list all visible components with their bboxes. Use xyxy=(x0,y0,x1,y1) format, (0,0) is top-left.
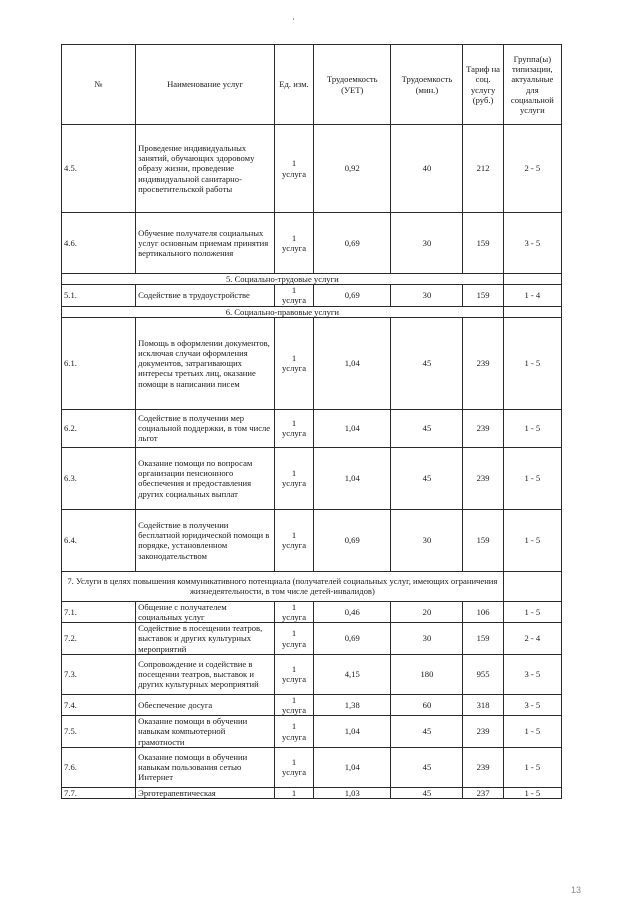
cell-num: 7.3. xyxy=(62,654,136,694)
cell-unit: 1 услуга xyxy=(274,285,313,306)
header-tariff: Тариф на соц. услугу (руб.) xyxy=(463,45,503,125)
table-row xyxy=(62,654,562,694)
cell-labor-min: 20 xyxy=(391,601,463,622)
section-row xyxy=(62,306,562,317)
cell-service-name: Содействие в получении мер социальной поддержки, в том числе льгот xyxy=(136,409,275,447)
cell-labor-uet: 1,04 xyxy=(314,747,391,787)
cell-tariff: 159 xyxy=(463,623,503,655)
cell-service-name: Оказание помощи в обучении навыкам пользования сетью Интернет xyxy=(136,747,275,787)
cell-labor-uet: 4,15 xyxy=(314,654,391,694)
cell-labor-uet: 1,04 xyxy=(314,317,391,409)
cell-tariff: 239 xyxy=(463,447,503,509)
cell-tariff: 212 xyxy=(463,125,503,213)
section-row xyxy=(62,571,562,601)
table-header-row xyxy=(62,45,562,125)
cell-labor-min: 45 xyxy=(391,747,463,787)
cell-labor-min: 40 xyxy=(391,125,463,213)
section-row xyxy=(62,274,562,285)
table-row xyxy=(62,694,562,715)
cell-labor-min: 45 xyxy=(391,447,463,509)
section-empty-cell xyxy=(503,306,561,317)
cell-labor-min: 30 xyxy=(391,623,463,655)
cell-unit: 1 услуга xyxy=(274,213,313,274)
cell-unit: 1 услуга xyxy=(274,409,313,447)
header-group: Группа(ы) типизации, актуальные для социальной услуги xyxy=(503,45,561,125)
cell-num: 7.4. xyxy=(62,694,136,715)
header-unit: Ед. изм. xyxy=(274,45,313,125)
cell-group: 1 - 4 xyxy=(503,285,561,306)
cell-labor-uet: 0,92 xyxy=(314,125,391,213)
cell-group: 1 - 5 xyxy=(503,447,561,509)
cell-labor-min: 180 xyxy=(391,654,463,694)
cell-labor-min: 45 xyxy=(391,716,463,748)
cell-group: 1 - 5 xyxy=(503,787,561,798)
cell-tariff: 239 xyxy=(463,409,503,447)
cell-unit: 1 услуга xyxy=(274,694,313,715)
cell-unit: 1 услуга xyxy=(274,509,313,571)
header-num: № xyxy=(62,45,136,125)
cell-unit: 1 услуга xyxy=(274,747,313,787)
table-row xyxy=(62,623,562,655)
cell-labor-uet: 1,04 xyxy=(314,447,391,509)
table-row xyxy=(62,747,562,787)
table-row xyxy=(62,509,562,571)
cell-tariff: 106 xyxy=(463,601,503,622)
cell-num: 5.1. xyxy=(62,285,136,306)
cell-service-name: Содействие в посещении театров, выставок и других культурных мероприятий xyxy=(136,623,275,655)
cell-group: 3 - 5 xyxy=(503,694,561,715)
cell-group: 1 - 5 xyxy=(503,509,561,571)
cell-tariff: 159 xyxy=(463,285,503,306)
header-labor-uet: Трудоемкость (УЕТ) xyxy=(314,45,391,125)
cell-service-name: Оказание помощи в обучении навыкам компьютерной грамотности xyxy=(136,716,275,748)
cell-num: 7.1. xyxy=(62,601,136,622)
cell-labor-min: 30 xyxy=(391,213,463,274)
cell-service-name: Содействие в получении бесплатной юридической помощи в порядке, установленном законодательством xyxy=(136,509,275,571)
cell-tariff: 239 xyxy=(463,317,503,409)
cell-group: 2 - 4 xyxy=(503,623,561,655)
cell-group: 1 - 5 xyxy=(503,716,561,748)
section-title: 6. Социально-правовые услуги xyxy=(62,306,504,317)
cell-unit: 1 услуга xyxy=(274,601,313,622)
cell-tariff: 318 xyxy=(463,694,503,715)
cell-tariff: 239 xyxy=(463,716,503,748)
table-row xyxy=(62,285,562,306)
section-empty-cell xyxy=(503,274,561,285)
cell-service-name: Проведение индивидуальных занятий, обучающих здоровому образу жизни, проведение индивидуальной санитарно-просветительской работы xyxy=(136,125,275,213)
cell-labor-min: 30 xyxy=(391,509,463,571)
cell-num: 7.6. xyxy=(62,747,136,787)
cell-num: 4.5. xyxy=(62,125,136,213)
section-empty-cell xyxy=(503,571,561,601)
section-title: 5. Социально-трудовые услуги xyxy=(62,274,504,285)
cell-group: 1 - 5 xyxy=(503,747,561,787)
cell-service-name: Помощь в оформлении документов, исключая случаи оформления документов, затрагивающих интересы третьих лиц, оказание помощи в написании писем xyxy=(136,317,275,409)
cell-unit: 1 услуга xyxy=(274,716,313,748)
cell-tariff: 239 xyxy=(463,747,503,787)
cell-labor-min: 45 xyxy=(391,409,463,447)
cell-labor-min: 45 xyxy=(391,317,463,409)
cell-labor-uet: 0,69 xyxy=(314,509,391,571)
table-row xyxy=(62,409,562,447)
cell-labor-uet: 0,69 xyxy=(314,623,391,655)
cell-service-name: Обеспечение досуга xyxy=(136,694,275,715)
cell-service-name: Содействие в трудоустройстве xyxy=(136,285,275,306)
cell-unit: 1 услуга xyxy=(274,125,313,213)
tariff-table-container xyxy=(61,44,562,799)
cell-unit: 1 услуга xyxy=(274,447,313,509)
table-row xyxy=(62,125,562,213)
cell-tariff: 159 xyxy=(463,509,503,571)
cell-tariff: 159 xyxy=(463,213,503,274)
table-row xyxy=(62,787,562,798)
cell-unit: 1 услуга xyxy=(274,623,313,655)
cell-service-name: Эрготерапевтическая xyxy=(136,787,275,798)
tariff-table xyxy=(61,44,562,799)
table-row xyxy=(62,213,562,274)
cell-service-name: Сопровождение и содействие в посещении театров, выставок и других культурных мероприятий xyxy=(136,654,275,694)
cell-labor-min: 60 xyxy=(391,694,463,715)
cell-labor-uet: 1,38 xyxy=(314,694,391,715)
table-row xyxy=(62,716,562,748)
cell-labor-uet: 1,04 xyxy=(314,409,391,447)
cell-service-name: Обучение получателя социальных услуг основным приемам принятия вертикального положения xyxy=(136,213,275,274)
cell-labor-uet: 0,46 xyxy=(314,601,391,622)
cell-num: 6.1. xyxy=(62,317,136,409)
cell-group: 1 - 5 xyxy=(503,409,561,447)
cell-labor-uet: 0,69 xyxy=(314,285,391,306)
cell-labor-uet: 1,03 xyxy=(314,787,391,798)
cell-num: 6.4. xyxy=(62,509,136,571)
cell-labor-uet: 1,04 xyxy=(314,716,391,748)
cell-group: 3 - 5 xyxy=(503,213,561,274)
cell-labor-min: 30 xyxy=(391,285,463,306)
cell-num: 7.5. xyxy=(62,716,136,748)
cell-unit: 1 xyxy=(274,787,313,798)
cell-group: 1 - 5 xyxy=(503,601,561,622)
cell-num: 7.7. xyxy=(62,787,136,798)
table-row xyxy=(62,317,562,409)
cell-num: 7.2. xyxy=(62,623,136,655)
page-number: 13 xyxy=(571,885,582,895)
cell-unit: 1 услуга xyxy=(274,654,313,694)
cell-labor-uet: 0,69 xyxy=(314,213,391,274)
header-labor-min: Трудоемкость (мин.) xyxy=(391,45,463,125)
scan-mark xyxy=(293,18,294,20)
cell-service-name: Оказание помощи по вопросам организации пенсионного обеспечения и предоставления других социальных выплат xyxy=(136,447,275,509)
section-title: 7. Услуги в целях повышения коммуникативного потенциала (получателей социальных услуг, имеющих ограничения жизнедеятельности, в том числе детей-инвалидов) xyxy=(62,571,504,601)
cell-num: 6.2. xyxy=(62,409,136,447)
cell-num: 6.3. xyxy=(62,447,136,509)
table-row xyxy=(62,447,562,509)
cell-group: 1 - 5 xyxy=(503,317,561,409)
table-body xyxy=(62,125,562,799)
header-service-name: Наименование услуг xyxy=(136,45,275,125)
cell-group: 3 - 5 xyxy=(503,654,561,694)
cell-labor-min: 45 xyxy=(391,787,463,798)
cell-tariff: 237 xyxy=(463,787,503,798)
cell-service-name: Общение с получателем социальных услуг xyxy=(136,601,275,622)
cell-num: 4.6. xyxy=(62,213,136,274)
table-row xyxy=(62,601,562,622)
cell-tariff: 955 xyxy=(463,654,503,694)
cell-unit: 1 услуга xyxy=(274,317,313,409)
cell-group: 2 - 5 xyxy=(503,125,561,213)
